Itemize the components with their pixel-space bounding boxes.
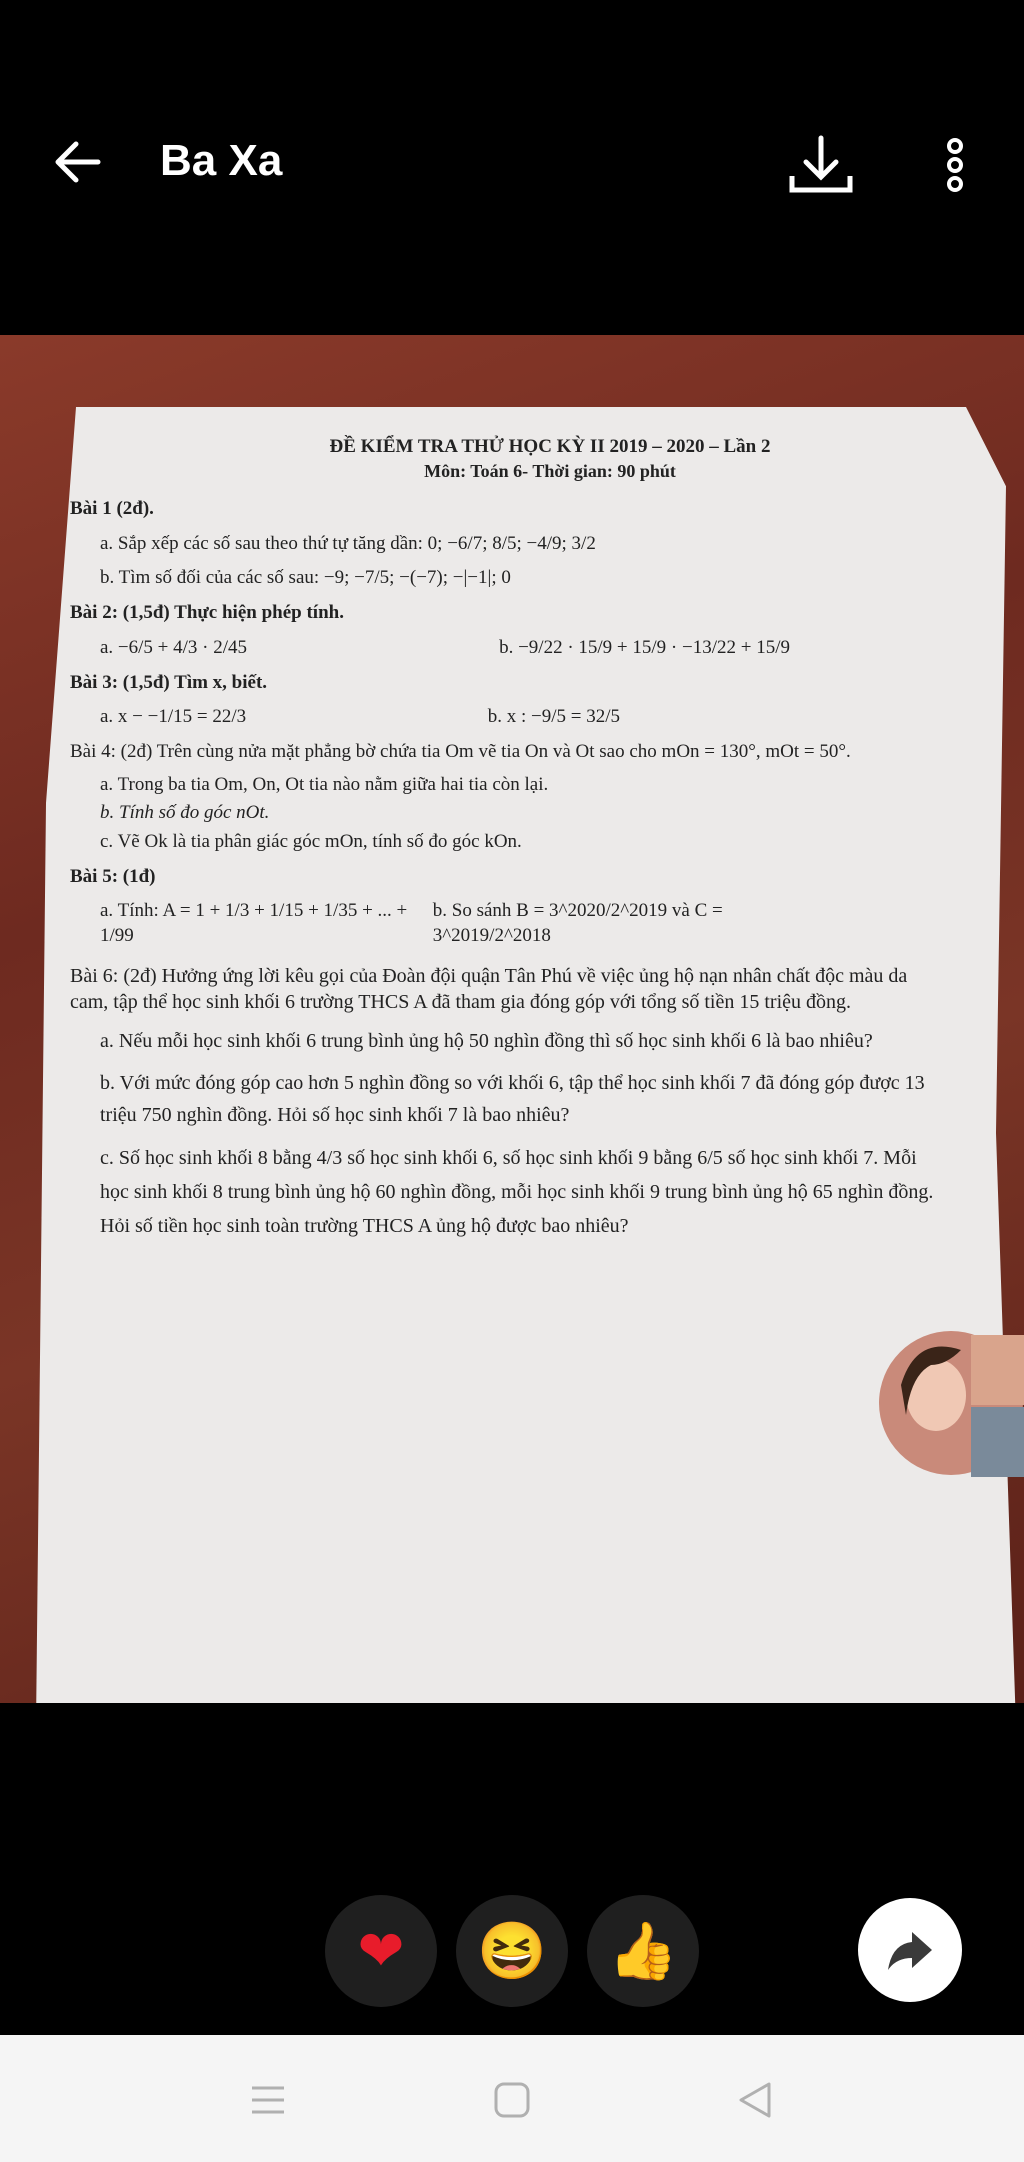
problem-3-row — [70, 705, 950, 730]
problem-5-heading: Bài 5: (1đ) — [70, 865, 156, 887]
more-vertical-icon[interactable] — [940, 132, 970, 198]
reaction-heart[interactable] — [325, 1895, 437, 2007]
problem-3a: a. x − −1/15 = 22/3 — [100, 706, 247, 728]
problem-5-row — [70, 899, 950, 948]
back-triangle-icon[interactable] — [735, 2080, 775, 2120]
problem-4c: c. Vẽ Ok là tia phân giác góc mOn, tính số đo góc kOn. — [100, 830, 522, 852]
problem-3-heading: Bài 3: (1,5đ) Tìm x, biết. — [70, 671, 268, 693]
heart-icon: ❤ — [357, 1919, 405, 1982]
thumbs-up-icon: 👍 — [608, 1919, 678, 1982]
reaction-like[interactable] — [587, 1895, 699, 2007]
problem-4-heading: Bài 4: (2đ) Trên cùng nửa mặt phẳng bờ chứa tia Om vẽ tia On và Ot sao cho mOn = 130°, mOt = 50°. — [70, 740, 851, 762]
problem-4b: b. Tính số đo góc nOt. — [100, 802, 270, 824]
problem-1-heading: Bài 1 (2đ). — [70, 498, 154, 520]
problem-6c: c. Số học sinh khối 8 bằng 4/3 số học sinh khối 6, số học sinh khối 9 bằng 6/5 số học sinh khối 7. Mỗi học sinh khối 8 trung bình ủng hộ 60 nghìn đồng, mỗi học sinh khối 9 trung bình ủng hộ 65 nghìn đồng. Hỏi số tiền học sinh toàn trường THCS A ủng hộ được bao nhiêu? — [100, 1146, 934, 1237]
problem-5a: a. Tính: A = 1 + 1/3 + 1/15 + 1/35 + ... + 1/99 — [100, 900, 408, 947]
profile-thumbnail[interactable] — [876, 1325, 1024, 1480]
reaction-laugh[interactable] — [456, 1895, 568, 2007]
problem-5b: b. So sánh B = 3^2020/2^2019 và C = 3^2019/2^2018 — [432, 900, 723, 947]
exam-photo[interactable] — [0, 335, 1024, 1703]
exam-title: ĐỀ KIỂM TRA THỬ HỌC KỲ II 2019 – 2020 – Lần 2 — [329, 436, 771, 457]
download-icon[interactable] — [786, 132, 856, 198]
home-icon[interactable] — [492, 2080, 532, 2120]
problem-4a: a. Trong ba tia Om, On, Ot tia nào nằm giữa hai tia còn lại. — [100, 773, 549, 795]
problem-2-heading: Bài 2: (1,5đ) Thực hiện phép tính. — [70, 602, 344, 624]
exam-subtitle: Môn: Toán 6- Thời gian: 90 phút — [424, 460, 676, 481]
recent-apps-icon[interactable] — [248, 2080, 288, 2120]
problem-2-row — [70, 636, 950, 661]
problem-6-heading: Bài 6: (2đ) Hưởng ứng lời kêu gọi của Đoàn đội quận Tân Phú về việc ủng hộ nạn nhân chất độc màu da cam, tập thể học sinh khối 6 trường THCS A đã tham gia đóng góp với tổng số tiền 15 triệu đồng. — [70, 964, 908, 1013]
arrow-left-icon[interactable] — [48, 132, 108, 192]
problem-1b: b. Tìm số đối của các số sau: −9; −7/5; −(−7); −|−1|; 0 — [100, 567, 511, 589]
exam-document — [70, 435, 950, 1253]
share-arrow-icon — [882, 1922, 938, 1978]
problem-6a: a. Nếu mỗi học sinh khối 6 trung bình ủng hộ 50 nghìn đồng thì số học sinh khối 6 là bao nhiêu? — [100, 1029, 873, 1052]
laugh-icon: 😆 — [477, 1919, 547, 1982]
top-app-bar — [0, 0, 1024, 330]
chat-title: Ba Xa — [160, 136, 283, 185]
problem-6b: b. Với mức đóng góp cao hơn 5 nghìn đồng so với khối 6, tập thể học sinh khối 7 đã đóng góp được 13 triệu 750 nghìn đồng. Hỏi số học sinh khối 7 là bao nhiêu? — [100, 1071, 925, 1126]
problem-2a: a. −6/5 + 4/3 · 2/45 — [100, 636, 248, 658]
problem-3b: b. x : −9/5 = 32/5 — [487, 706, 620, 728]
problem-2b: b. −9/22 · 15/9 + 15/9 · −13/22 + 15/9 — [499, 636, 790, 658]
problem-1a: a. Sắp xếp các số sau theo thứ tự tăng dần: 0; −6/7; 8/5; −4/9; 3/2 — [100, 532, 596, 554]
share-button[interactable] — [858, 1898, 962, 2002]
